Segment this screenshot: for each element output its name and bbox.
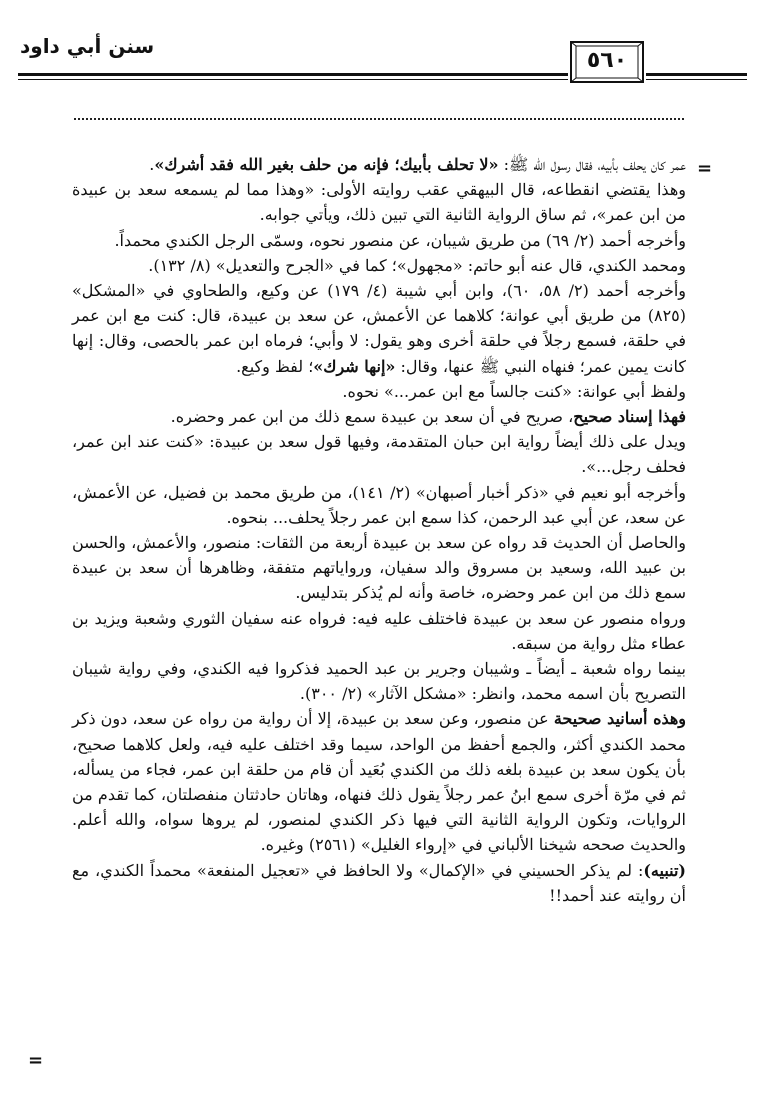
paragraph [72, 379, 686, 404]
footnote-body [72, 152, 686, 908]
text-segment: عمر كان يحلف بأبيه، فقال رسول الله ﷺ: [498, 155, 686, 174]
continuation-mark-top: = [697, 158, 713, 179]
bold-text: وهذه أسانيد صحيحة [553, 709, 687, 729]
text-segment: ويدل على ذلك أيضاً رواية ابن حبان المتقدمة، وفيها قول سعد بن عبيدة: «كنت عند ابن عمر، فحلف رجل...». [72, 432, 686, 477]
text-segment: وأخرجه أحمد (٢/ ٦٩) من طريق شيبان، عن منصور نحوه، وسمّى الرجل الكندي محمداً. [114, 230, 686, 250]
paragraph [72, 429, 686, 479]
paragraph [72, 606, 686, 656]
paragraph [72, 480, 686, 530]
text-segment: وأخرجه أبو نعيم في «ذكر أخبار أصبهان» (٢/ ١٤١)، من طريق محمد بن فضيل، عن الأعمش، عن سعد، عن أبي عبد الرحمن، كذا سمع ابن عمر رجلاً يحلف... بنحوه. [72, 482, 686, 527]
paragraph [72, 278, 686, 379]
paragraph [72, 858, 686, 908]
text-segment: عن منصور، وعن سعد بن عبيدة، إلا أن رواية من رواه عن سعد، دون ذكر محمد الكندي أكثر، والجمع أحفظ من الواحد، سيما وقد اختلف عليه فيه، ولعل كلاهما صحيح، بأن يكون سعد بن عبيدة بلغه ذلك من الكندي بُعَيد أن قام من حلقة ابن عمر، فجاء من يسأله، ثم في مرّة أخرى سمع ابنُ عمر رجلاً يقول ذلك فنهاه، وهاتان حادثتان منفصلتان، كما تقدم من الروايات، وتكون الرواية الثانية التي فيها ذكر الكندي لمنصور، لم يروها سواه، والله أعلم. والحديث صححه شيخنا الألباني في «إرواء الغليل» (٢٥٦١) وغيره. [72, 709, 686, 855]
bold-text: (تنبيه) [643, 860, 686, 880]
paragraph [72, 152, 686, 177]
continuation-mark-bottom: = [28, 1050, 44, 1071]
paragraph [72, 177, 686, 227]
text-segment: ؛ لفظ وكيع. [236, 356, 314, 376]
text-segment: والحاصل أن الحديث قد رواه عن سعد بن عبيدة أربعة من الثقات: منصور، والأعمش، والحسن بن عبيد الله، وسعيد بن مسروق والد سفيان، ورواياتهم متفقة، وظاهرها أن سعد بن عبيدة سمع ذلك من ابن عمر وحضره، خاصة وأنه لم يُذكر بتدليس. [72, 533, 686, 603]
bold-text: فهذا إسناد صحيح [573, 407, 686, 427]
separator-dotted-line [74, 118, 684, 120]
bold-text: «إنها شرك» [313, 356, 396, 376]
text-segment: وأخرجه أحمد (٢/ ٥٨، ٦٠)، وابن أبي شيبة (٤/ ١٧٩) عن وكيع، والطحاوي في «المشكل» (٨٢٥) من طريق أبي عوانة؛ كلاهما عن الأعمش، عن سعد بن عبيدة، قال: كنت مع ابن عمر في حلقة، فسمع رجلاً في حلقة أخرى وهو يقول: لا وأبي؛ فرماه ابن عمر بالحصى، وقال: إنها كانت يمين عمر؛ فنهاه النبي ﷺ عنها، وقال: [72, 281, 687, 376]
book-title: سنن أبي داود [20, 34, 155, 58]
paragraph [72, 228, 686, 253]
page-number: ٥٦٠ [586, 48, 628, 73]
text-segment: بينما رواه شعبة ـ أيضاً ـ وشيبان وجرير بن عبد الحميد فذكروا فيه الكندي، وفي رواية شيبان التصريح بأن اسمه محمد، وانظر: «مشكل الآثار» (٢/ ٣٠٠). [72, 659, 686, 704]
text-segment: ومحمد الكندي، قال عنه أبو حاتم: «مجهول»؛ كما في «الجرح والتعديل» (٨/ ١٣٢). [148, 255, 686, 275]
text-segment: وهذا يقتضي انقطاعه، قال البيهقي عقب روايته الأولى: «وهذا مما لم يسمعه سعد بن عبيدة من ابن عمر»، ثم ساق الرواية الثانية التي تبين ذلك، ويأتي جوابه. [72, 180, 686, 225]
page-number-frame [568, 40, 646, 84]
bold-text: «لا تحلف بأبيك؛ فإنه من حلف بغير الله فقد أشرك» [154, 155, 499, 174]
paragraph [72, 656, 686, 706]
page-header [0, 0, 765, 110]
paragraph [72, 706, 686, 857]
text-segment: . [149, 155, 155, 174]
text-segment: : لم يذكر الحسيني في «الإكمال» ولا الحافظ في «تعجيل المنفعة» محمداً الكندي، مع أن روايته عند أحمد!! [72, 860, 686, 905]
text-segment: ورواه منصور عن سعد بن عبيدة فاختلف عليه فيه: فرواه عنه سفيان الثوري وشعبة ويزيد بن عطاء مثل رواية من سبقه. [72, 608, 686, 653]
paragraph [72, 530, 686, 606]
text-segment: ولفظ أبي عوانة: «كنت جالساً مع ابن عمر...» نحوه. [342, 381, 686, 401]
text-segment: ، صريح في أن سعد بن عبيدة سمع ذلك من ابن عمر وحضره. [170, 407, 574, 427]
paragraph [72, 404, 686, 429]
paragraph [72, 253, 686, 278]
